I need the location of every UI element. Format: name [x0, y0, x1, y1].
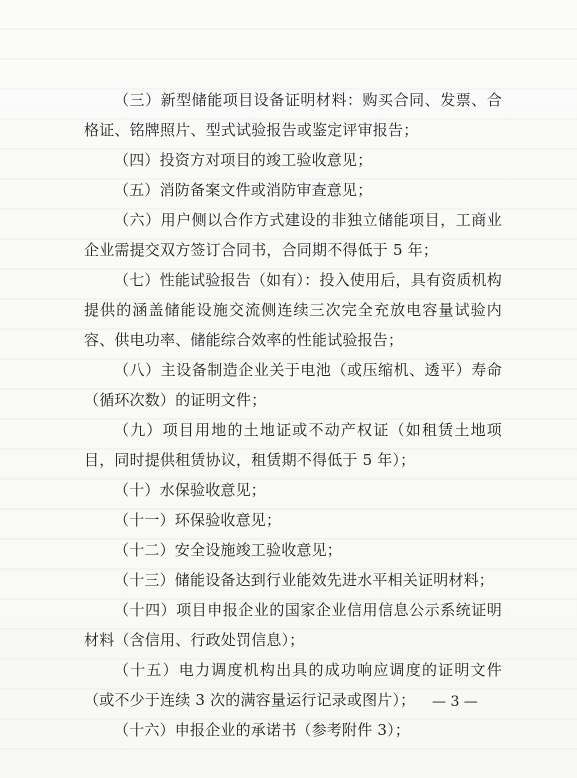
list-item: （十一）环保验收意见；: [114, 511, 282, 529]
list-item: （十二）安全设施竣工验收意见；: [114, 541, 343, 559]
page-number: — 3 —: [432, 694, 478, 710]
list-item: （六）用户侧以合作方式建设的非独立储能项目，工商业企业需提交双方签订合同书，合同期不得低于 5 年；: [84, 211, 502, 259]
list-item: （十六）申报企业的承诺书（参考附件 3）；: [114, 721, 411, 739]
list-item: （三）新型储能项目设备证明材料：购买合同、发票、合格证、铭牌照片、型式试验报告或鉴定评审报告；: [84, 91, 502, 139]
list-item: （十）水保验收意见；: [114, 481, 267, 499]
document-body: [84, 85, 502, 745]
list-item: （十五）电力调度机构出具的成功响应调度的证明文件（或不少于连续 3 次的满容量运行记录或图片）；: [84, 661, 502, 709]
list-item: （八）主设备制造企业关于电池（或压缩机、透平）寿命（循环次数）的证明文件；: [84, 361, 502, 409]
list-item: （九）项目用地的土地证或不动产权证（如租赁土地项目，同时提供租赁协议，租赁期不得低于 5 年）；: [84, 421, 502, 469]
list-item: （五）消防备案文件或消防审查意见；: [114, 181, 373, 199]
list-item: （七）性能试验报告（如有）：投入使用后，具有资质机构提供的涵盖储能设施交流侧连续三次完全充放电容量试验内容、供电功率、储能综合效率的性能试验报告；: [84, 271, 502, 349]
list-item: （四）投资方对项目的竣工验收意见；: [114, 151, 373, 169]
list-item: （十三）储能设备达到行业能效先进水平相关证明材料；: [114, 571, 495, 589]
list-item: （十四）项目申报企业的国家企业信用信息公示系统证明材料（含信用、行政处罚信息）；: [84, 601, 502, 649]
